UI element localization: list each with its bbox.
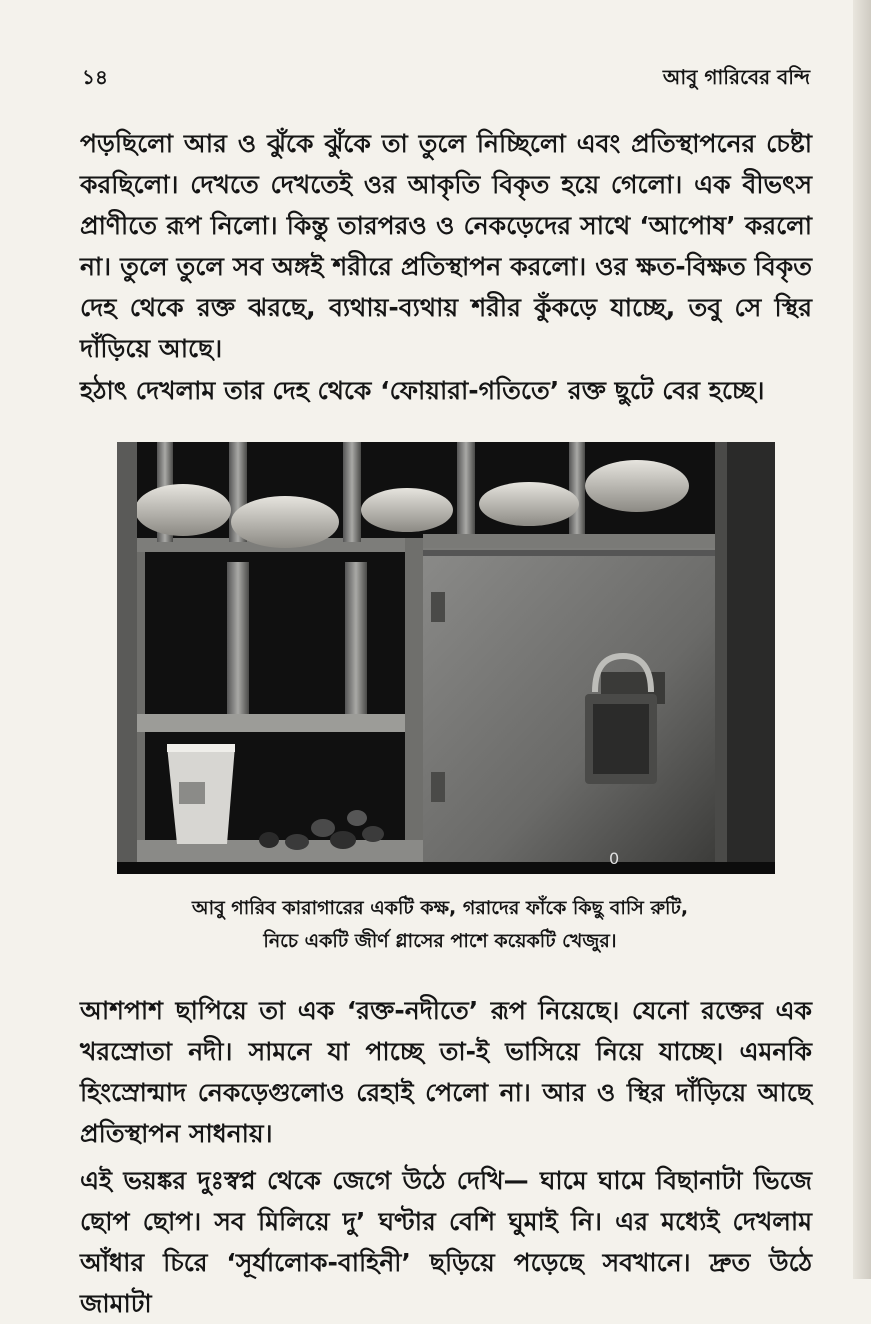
photo-caption [100,892,780,958]
paragraph-1: পড়ছিলো আর ও ঝুঁকে ঝুঁকে তা তুলে নিচ্ছিলো এবং প্রতিস্থাপনের চেষ্টা করছিলো। দেখতে দেখতেই ওর আকৃতি বিকৃত হয়ে গেলো। এক বীভৎস প্রাণীতে রূপ নিলো। কিন্তু তারপরও ও নেকড়েদের সাথে ‘আপোষ’ করলো না। তুলে তুলে সব অঙ্গই শরীরে প্রতিস্থাপন করলো। ওর ক্ষত-বিক্ষত বিকৃত দেহ থেকে রক্ত ঝরছে, ব্যথায়-ব্যথায় শরীর কুঁকড়ে যাচ্ছে, তবু সে স্থির দাঁড়িয়ে আছে। [80,129,812,363]
paragraph-2: হঠাৎ দেখলাম তার দেহ থেকে ‘ফোয়ারা-গতিতে’ রক্ত ছুটে বের হচ্ছে। [80,376,765,405]
running-title: আবু গারিবের বন্দি [662,64,810,89]
prison-cell-photo [117,442,775,874]
svg-text:0: 0 [609,849,620,868]
page-header [82,62,810,96]
paragraph-4: এই ভয়ঙ্কর দুঃস্বপ্ন থেকে জেগে উঠে দেখি— ঘামে ঘামে বিছানাটা ভিজে ছোপ ছোপ। সব মিলিয়ে দু’ ঘণ্টার বেশি ঘুমাই নি। এর মধ্যেই দেখলাম আঁধার চিরে ‘সূর্যালোক-বাহিনী’ ছড়িয়ে পড়েছে সবখানে। দ্রুত উঠে জামাটা [80,1166,812,1318]
paragraph-3: আশপাশ ছাপিয়ে তা এক ‘রক্ত-নদীতে’ রূপ নিয়েছে। যেনো রক্তের এক খরস্রোতা নদী। সামনে যা পাচ্ছে তা-ই ভাসিয়ে নিয়ে যাচ্ছে। এমনকি হিংস্রোন্মাদ নেকড়েগুলোও রেহাই পেলো না। আর ও স্থির দাঁড়িয়ে আছে প্রতিস্থাপন সাধনায়। [80,996,812,1148]
caption-line-1: আবু গারিব কারাগারের একটি কক্ষ, গরাদের ফাঁকে কিছু বাসি রুটি, [191,897,689,919]
page-edge-shadow [853,0,871,1279]
caption-line-2: নিচে একটি জীর্ণ গ্লাসের পাশে কয়েকটি খেজুর। [263,930,617,952]
page-number: ১৪ [82,64,108,89]
